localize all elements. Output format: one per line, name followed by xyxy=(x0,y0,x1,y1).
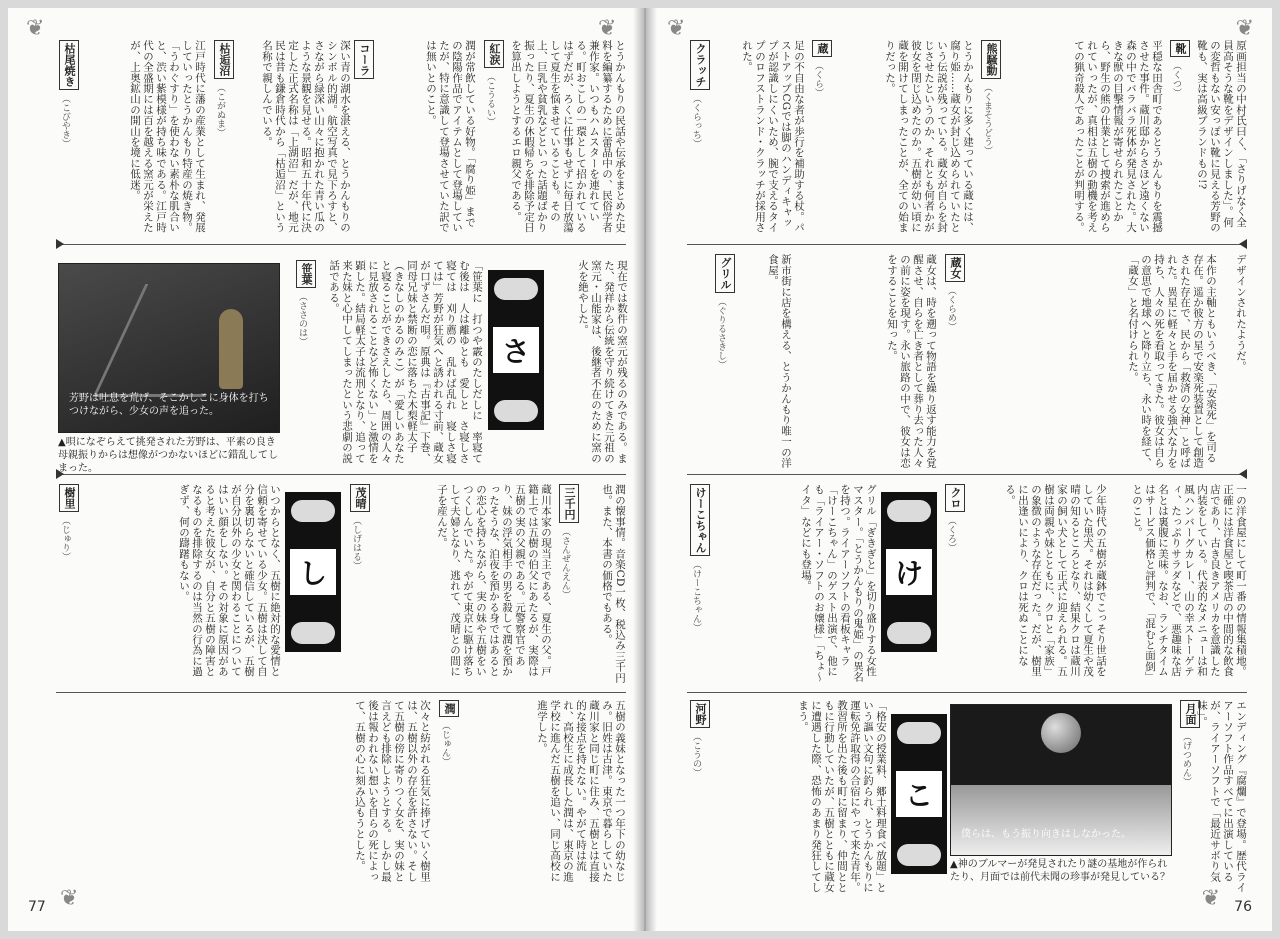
entry xyxy=(687,700,887,900)
entry-body: 五樹の義妹となった一つ年下の幼なじみ。旧姓は古津。東京で暮らしていた蔵川家と同じ町に住み、五樹とは直接的な接点を持たない。やがて時は流れ、高校生に成長した潤は、東京の進学校に進んだ五樹を追い、同じ高校に進学した。 xyxy=(536,700,626,882)
entry-reading: （ささのは） xyxy=(297,292,307,346)
right-middle-section xyxy=(687,254,1247,468)
entry-body: グリル「ぎきぎと」を切り盛りする女性マスター。「とうかんもりの鬼姫」の異名を持つ。ライアーソフトの看板キャラ「けーこちゃん」のゲスト出演で、他にも「ライアー・ソフトのお嬢様」「ちょ〜イタ」などにも登場。 xyxy=(800,484,877,683)
entry-heading: 三千円 xyxy=(559,484,579,523)
entry-reading: （さんぜんえん） xyxy=(560,527,570,599)
book-spread xyxy=(8,8,1272,931)
entry xyxy=(56,40,206,236)
entry xyxy=(942,484,1107,684)
kana-index-sa: さ xyxy=(488,270,544,430)
section-divider xyxy=(687,474,1247,475)
entry-reading: （くらっち） xyxy=(691,94,701,148)
entry-body: 深い青の湖水を湛える、とうかんもりのシンボル的湖。航空写真で見下ろすと、さながら緑深い山々に抱かれた青い瓜のような景観を見せる。昭和五十年代に決定した正式名称は「上湖沼」だが、地元民は昔も鎌倉時代から「枯逅沼」という名称で親しんでいる。 xyxy=(261,40,351,233)
entry-reading: （しげはる） xyxy=(351,516,361,570)
entry-body: いつからとなく、五樹に絶対的な愛情と信頼を寄せている少女。五樹は決して自分を裏切らないと確信しているが、五樹が自分以外の少女と関わることについてはいい顔をしない。その対象に原因があると考えた彼女が、自分と五樹の障害となるものを排除するのは当然の行為に過ぎず、何の躊躇もない。 xyxy=(178,484,281,677)
entry-body: 次々と紡がれる狂気に捧げていく樹里は、五樹以外の存在を許さない。そして五樹の傍に寄りつく女を、実の妹と言えども排除しようとする。しかし最後は報われない想いを自らの死によって、五樹の心に刻み込もうとした。 xyxy=(354,700,431,882)
entry-body: とうかんもりの民話や伝承をまとめた史料を編纂するために蕾晶中の、民俗学者兼作家。いつもハムスターを連れている。町おこしの一環として招かれているはずだが、ろくに仕事もせずに毎日放蕩して夏生を悩ませていることも。その上、巨乳や貧乳などといった話題ばかり振ったり、夏生の休暇帰ちを排除予定日を算出しようとするエロ親父である。 xyxy=(510,40,626,233)
entry-heading: コーラ xyxy=(354,40,374,79)
divider-arrow-icon xyxy=(1239,469,1247,479)
entry xyxy=(56,700,431,890)
left-page xyxy=(8,8,633,931)
kana-index-ke: け xyxy=(881,492,937,652)
entry xyxy=(481,40,626,236)
corner-ornament-icon: ❦ xyxy=(1201,886,1220,911)
entry-reading: （こうるい） xyxy=(485,72,495,126)
entry xyxy=(56,484,281,684)
section-divider xyxy=(687,244,1247,245)
entry-reading: （くら） xyxy=(813,61,823,97)
entry-heading: けーこちゃん xyxy=(690,484,710,556)
entry-body: 蔵川本家の現当主である、夏生の父。戸籍上では五樹の伯父にあたるが、実際は五樹の実の父親である。元警察官であり、妹の浮気相手の男を殺して潤を預かったそうな、泊夜を預かる身ではあるとの恋心を持ちながら、実の妹や五樹をいつくしんでいた。やがて東京に駆け落ちして夫婦となり、逃れて、茂晴との間に子を産んだ。 xyxy=(436,484,552,677)
right-page xyxy=(657,8,1272,931)
divider-arrow-icon xyxy=(56,239,64,249)
entry-heading: 月面 xyxy=(1180,700,1200,728)
entry-reading: （くらめ） xyxy=(946,286,956,331)
entry-heading: 靴 xyxy=(1170,40,1190,57)
corner-ornament-icon: ❦ xyxy=(26,16,45,41)
entry-body: 蔵女は、時を遡って物語を繰り返す能力を覚醒させ、自らを亡き者として葬り去った人々の前に姿を現す。永い旅路の中で、彼女は恋をすることを知った。 xyxy=(886,254,937,468)
entry xyxy=(1112,484,1247,684)
entry xyxy=(797,254,1217,468)
page-number: 76 xyxy=(1234,899,1252,915)
entry xyxy=(1221,254,1247,468)
entry-body: デザインされたようだ。 xyxy=(1235,254,1247,372)
entry xyxy=(548,260,628,468)
entry-heading: クラッチ xyxy=(690,40,710,90)
entry-body: 潤が常飲している好物。「腐り姫」までの陰陽作品でアイテムとして登場していたが、特に意識して登場させていた訳では無いとのこと。 xyxy=(425,40,476,233)
right-top-section xyxy=(687,40,1247,236)
entry-heading: 熊騒動 xyxy=(981,40,1001,79)
divider-arrow-icon xyxy=(56,469,64,479)
corner-ornament-icon: ❦ xyxy=(667,16,686,41)
entry-body: 「笹葉に 打つや霰のたしだしに 率寝てむ後は 人は離ゆとも 愛しと さ寝しさ寝ては 刈り薦の 乱れば乱れ 寝しさ寝ては」芳野が狂気へと誘われる寸前、蔵女が口ずさんだ唄。原典は『古事記』下巻、同母兄妹と禁断の恋に落ちた木梨軽太子（きなしのかるのみこ）が「愛しいあなたと寝ることができさえしたら、周囲の人々に見放されることなど怖くない」と激情を顕した。結局軽太子は流刑となり、追って来た妹と心中してしまったという悲劇の説話である。 xyxy=(328,260,483,464)
section-divider xyxy=(56,692,626,693)
entry-heading: 蔵女 xyxy=(945,254,965,282)
section-divider xyxy=(56,244,626,245)
entry-body: 原画担当の中村氏曰く、「さりげなく全員高そうな靴をデザインしました」。何の変哲もない安っぽい靴に見える芳野の靴も、実は高級ブランドもの!? xyxy=(1196,40,1247,233)
section-divider xyxy=(56,474,626,475)
entry-heading: 枯尾焼き xyxy=(59,40,79,90)
game-screenshot xyxy=(950,704,1172,856)
entry-reading: （じゅり） xyxy=(60,516,70,561)
corner-ornament-icon: ❦ xyxy=(598,16,617,41)
entry xyxy=(556,484,626,684)
entry xyxy=(347,484,552,684)
entry xyxy=(356,40,476,236)
divider-arrow-icon xyxy=(1239,239,1247,249)
entry xyxy=(978,40,1163,236)
entry-body: 少年時代の五樹が蔵鉢でこっそり世話をしていた黒犬。それは幼くして夏生や茂晴の知るところとなり、結果クロは蔵川家の飼い犬として正式に迎えられる。五樹は両親や妹とともに、クロと「家族」の象徴のような存在だった。だが、樹里に出逢いにより、クロは死ぬことになる。 xyxy=(1004,484,1107,677)
entry-body: 足の不自由な者が歩行を補助する杖。パストアップCGでは脚のハンディキャップが認識しにくいため、腕で支えるタイプのロフストランド・クラッチが採用された。 xyxy=(741,40,805,233)
entry-body: 潤の懐事情。音楽CD一枚、税込み三千円也。また、本書の価格でもある。 xyxy=(601,484,626,683)
entry xyxy=(687,254,792,468)
entry-reading: （けーこちゃん） xyxy=(691,560,701,632)
entry xyxy=(1167,40,1247,236)
entry-heading: 紅涙 xyxy=(484,40,504,68)
entry xyxy=(293,260,483,468)
entry xyxy=(687,484,877,684)
entry xyxy=(1177,700,1247,900)
entry xyxy=(809,40,974,236)
kana-index-ko: こ xyxy=(891,714,947,874)
screenshot-dialogue: 僕らは、もう振り向きはしなかった。 xyxy=(961,829,1131,840)
game-screenshot xyxy=(58,263,280,433)
entry-heading: 潤 xyxy=(439,700,459,717)
entry-body: エンディング『腐爛』で登場。歴代ライアーソフト作品すべてに出演しているが、ライアーソフトで「最近サボり気味」。 xyxy=(1196,700,1247,893)
entry-body: 本作の主軸ともいうべき、「安楽死」を司る存在。遥か彼方の星で安楽死装置として創造された存在で、民から「救済の女神」と呼ばれた。異星に軽々と手を届かせる強大な力を持ち、人々の死を看取ってきた。彼女は自らの意思で地球へと降り立ち、永い時を経て、「蔵女」と名付けられた。 xyxy=(1127,254,1217,468)
entry-reading: （くつ） xyxy=(1171,61,1181,97)
left-middle-section xyxy=(293,260,628,468)
entry-heading: 枯逅沼 xyxy=(214,40,234,79)
left-top-section xyxy=(56,40,626,236)
entry-heading: 蔵 xyxy=(812,40,832,57)
entry-reading: （こがぬま） xyxy=(215,83,225,137)
entry-heading: グリル xyxy=(715,254,735,293)
entry-heading: クロ xyxy=(945,484,965,512)
entry xyxy=(211,40,351,236)
corner-ornament-icon: ❦ xyxy=(60,886,79,911)
corner-ornament-icon: ❦ xyxy=(1235,16,1254,41)
lunar-surface xyxy=(951,785,1171,855)
screenshot-dialogue: 芳野は吐息を荒げ、そこかしこに身体を打ちつけながら、少女の声を追った。 xyxy=(69,393,269,417)
entry-reading: （くまそうどう） xyxy=(982,83,992,155)
entry-body: 新市街に店を構える、とうかんもり唯一の洋食屋。 xyxy=(767,254,792,468)
entry-reading: （くろ） xyxy=(946,516,956,552)
entry-reading: （こうの） xyxy=(691,732,701,777)
screenshot-caption: ▲唄になぞらえて挑発された芳野は、平素の良き母親振りからは想像がつかないほどに錯乱してしまった。 xyxy=(58,437,278,474)
entry-heading: 茂晴 xyxy=(350,484,370,512)
entry-body: 一の洋食屋にして町一番の情報集積地。正確には洋食屋と喫茶店の中間的な飲食店であり、古き良きアメリカを意識した内装をしている。代表的なメニューは和風ハンバーグカレー、山の幸ストーゲティ、たっぷりサラダなどで、悪趣味な店名とは裏腹に美味。なお、ランチタイムはサービス価格と評判で、「混むと面倒」とのこと。 xyxy=(1131,484,1247,683)
page-number: 77 xyxy=(28,899,46,915)
right-bottom-section xyxy=(687,484,1247,904)
left-bottom-section xyxy=(56,484,626,884)
entry-body: 「格安の授業料、郷土料理食べ放題」という謳い文句に釣られ、とうかんもりに運転免許取得の合宿にやって来た青年。教習所を出た後も町に留まり、仲間とともに行動していたが、五樹とともに蔵女に遭遇した際、恐怖のあまり発狂してしまう。 xyxy=(797,700,887,893)
entry-reading: （ぐりるさきし） xyxy=(716,297,726,369)
entry-body: 江戸時代に藩の産業として生まれ、発展していったとうかんもり特産の焼き物。「うわぐすり」を使わない素朴な肌合いと、渋い紫模様が持ち味である。江戸時代の全盛期には百を越える窯元が栄えたが、上奥鉱山の開山を境に低迷。 xyxy=(129,40,206,233)
entry-heading: 河野 xyxy=(690,700,710,728)
screenshot-caption: ▲神のブルマーが発見されたり謎の基地が作られたり、月面では前代未聞の珍事が発見している？ xyxy=(950,859,1170,883)
character-figure xyxy=(219,309,243,389)
entry-reading: （こびやき） xyxy=(60,94,70,148)
book-gutter xyxy=(633,8,657,931)
entry-reading: （げつめん） xyxy=(1181,732,1191,786)
entry xyxy=(436,700,626,890)
entry xyxy=(687,40,805,236)
entry-heading: 笹葉 xyxy=(296,260,316,288)
entry-body: 現在では数件の窯元が残るのみである。また、発祥から伝統を守り続けてきた元祖の窯元・山能家は、後継者不在のために窯の火を絶やした。 xyxy=(577,260,628,464)
entry-reading: （じゅん） xyxy=(440,721,450,766)
entry-body: とうかんもりに多く建っている蔵には、腐り姫……蔵女が封じ込められていたという伝説が残っている。蔵女が自らを封じさせたというのか、それとも何者かが彼女を閉じ込めたのか。五樹が幼い頃に蔵を開けてしまったことが、全ての始まりだった。 xyxy=(884,40,974,233)
section-divider xyxy=(687,692,1247,693)
entry-body: 平穏な田舎町であるとうかんもりを震撼させた事件。蔵川邸からさほど遠くない森の中でバラバラ死体が発見された。大きな獣の目撃情報が寄せられたことから、野生の熊の仕業として捜索が進められていったが、真相は五樹の動機を考えての猟奇殺人であったことが判明する。 xyxy=(1073,40,1163,233)
entry-heading: 樹里 xyxy=(59,484,79,512)
kana-index-shi: し xyxy=(285,492,341,652)
planet-shape xyxy=(1041,713,1081,753)
